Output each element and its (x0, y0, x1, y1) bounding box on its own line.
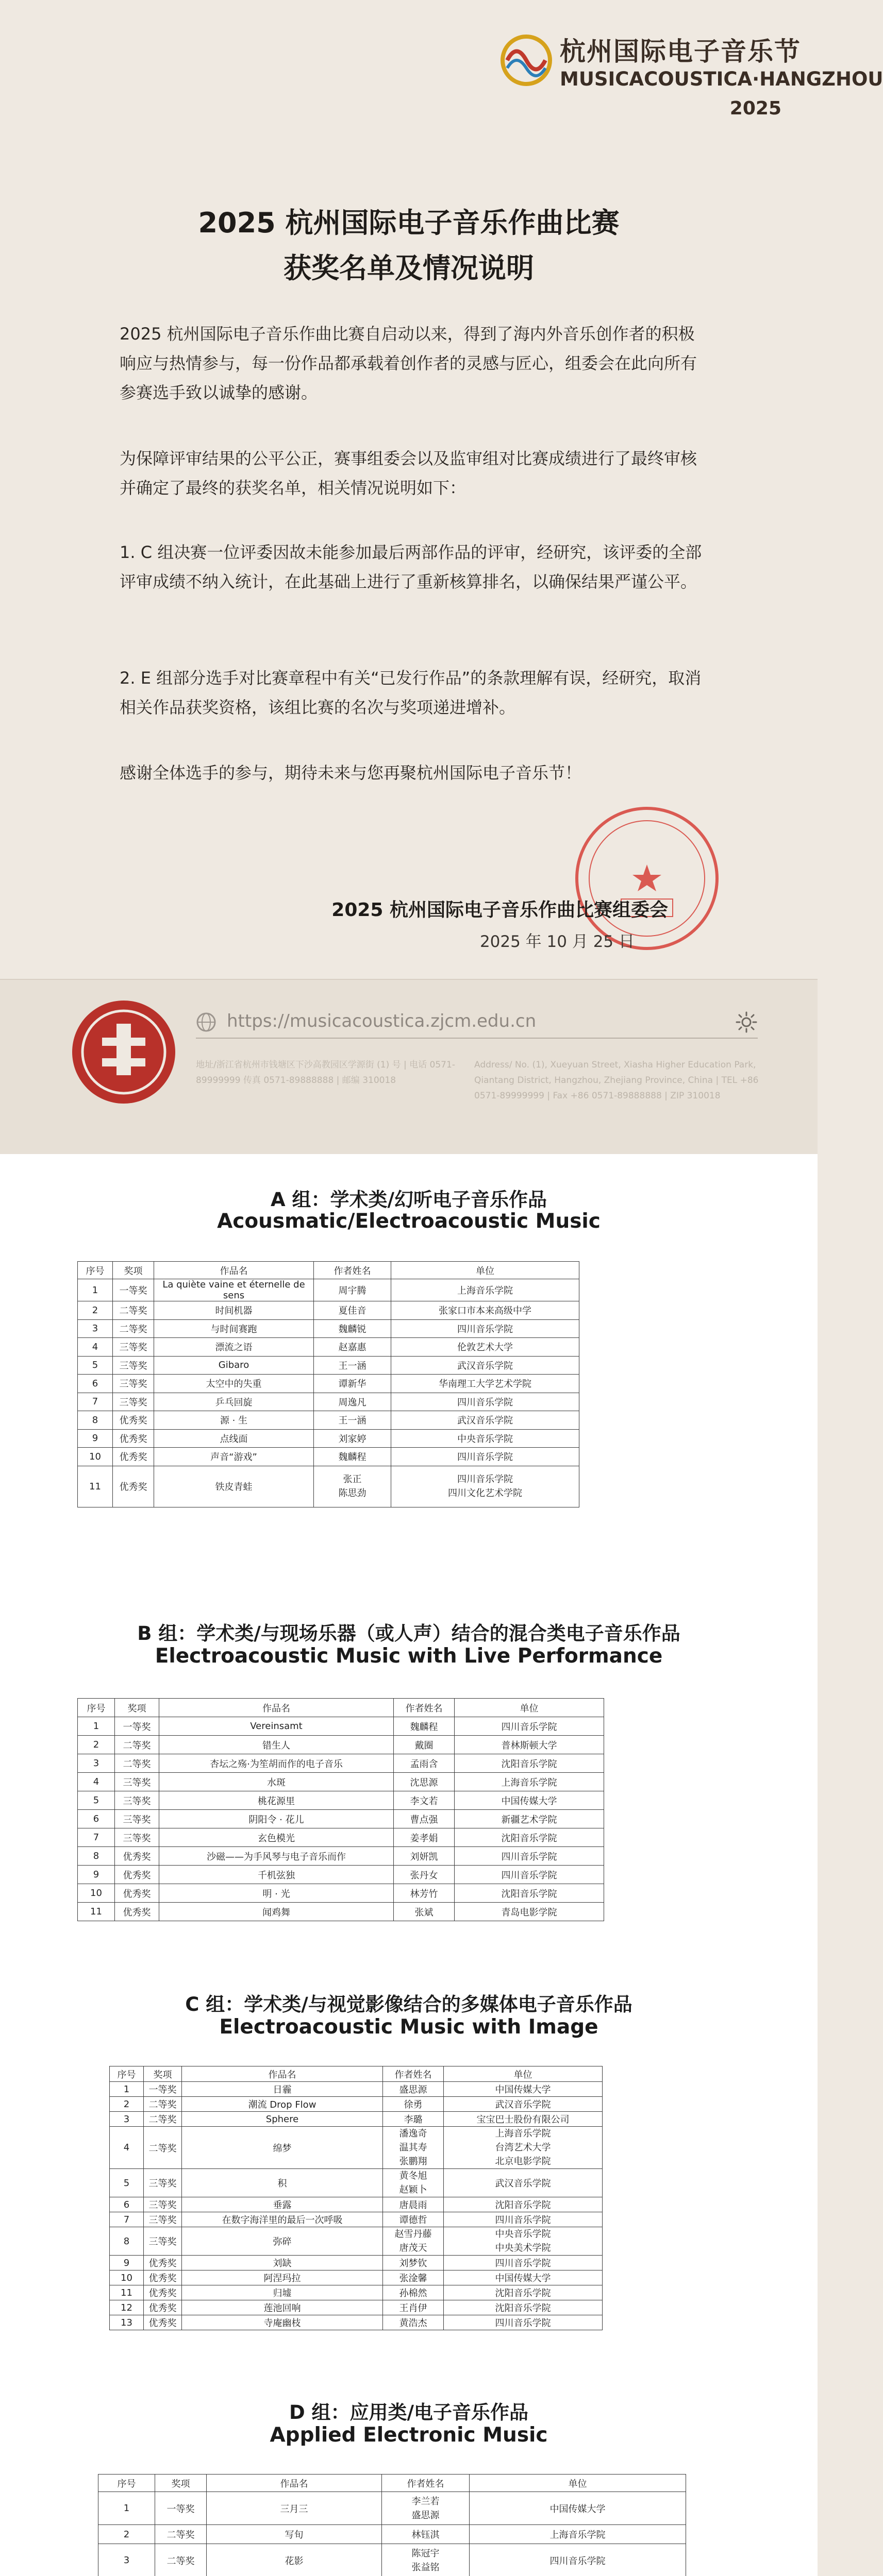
table-cell: 张丹女 (394, 1866, 455, 1884)
table-cell: 沈阳音乐学院 (455, 1754, 604, 1773)
table-cell: 四川音乐学院 (391, 1319, 579, 1338)
table-cell: 四川音乐学院 (470, 2544, 686, 2576)
table-cell: 王肖伊 (383, 2300, 444, 2315)
table-cell: 四川音乐学院 (455, 1717, 604, 1736)
table-cell: 7 (78, 1828, 115, 1847)
table-cell: 寺庵幽枝 (182, 2315, 383, 2330)
table-row (78, 1338, 579, 1357)
table-cell: 二等奖 (144, 2112, 182, 2127)
table-row (78, 1429, 579, 1448)
table-cell: 中国传媒大学 (444, 2270, 603, 2285)
group-title-cn: B 组：学术类/与现场乐器（或人声）结合的混合类电子音乐作品 (137, 1622, 680, 1645)
column-header: 单位 (470, 2475, 686, 2492)
table-cell: 张正 陈思劲 (314, 1466, 391, 1507)
table-cell: 1 (78, 1717, 115, 1736)
table-row (78, 1847, 604, 1866)
table-cell: 7 (110, 2212, 144, 2227)
table-cell: 花影 (207, 2544, 382, 2576)
table-cell: 二等奖 (155, 2525, 207, 2544)
table-row (110, 2212, 603, 2227)
table-cell: 四川音乐学院 (444, 2315, 603, 2330)
table-cell: 11 (78, 1466, 113, 1507)
table-cell: 垂露 (182, 2197, 383, 2212)
table-cell: 姜孝娟 (394, 1828, 455, 1847)
table-cell: 8 (78, 1411, 113, 1430)
column-header: 作品名 (154, 1262, 314, 1279)
table-cell: 三等奖 (115, 1791, 159, 1810)
table-cell: 刘妍凯 (394, 1847, 455, 1866)
table-cell: Sphere (182, 2112, 383, 2127)
table-cell: 一等奖 (113, 1279, 154, 1301)
table-cell: 写旬 (207, 2525, 382, 2544)
table-cell: 太空中的失重 (154, 1375, 314, 1393)
sun-icon (735, 1011, 758, 1033)
table-cell: 沈阳音乐学院 (444, 2197, 603, 2212)
table-cell: 二等奖 (144, 2127, 182, 2169)
table-cell: 魏麟程 (314, 1448, 391, 1466)
table-cell: 魏麟锐 (314, 1319, 391, 1338)
notice-footer (0, 979, 818, 1155)
table-cell: 四川音乐学院 (444, 2212, 603, 2227)
table-cell: 铁皮青蛙 (154, 1466, 314, 1507)
column-header: 单位 (444, 2066, 603, 2082)
table-cell: 5 (110, 2169, 144, 2197)
table-cell: 武汉音乐学院 (391, 1411, 579, 1430)
table-cell: 四川音乐学院 四川文化艺术学院 (391, 1466, 579, 1507)
table-cell: 5 (78, 1356, 113, 1375)
table-cell: 优秀奖 (113, 1411, 154, 1430)
table-cell: 三等奖 (115, 1828, 159, 1847)
table-cell: 3 (110, 2112, 144, 2127)
table-row (98, 2544, 686, 2576)
table-row (98, 2492, 686, 2525)
table-row (78, 1393, 579, 1411)
table-cell: 中国传媒大学 (455, 1791, 604, 1810)
table-cell: 三等奖 (144, 2227, 182, 2256)
table-cell: 潘逸奇 温其寿 张鹏翔 (383, 2127, 444, 2169)
table-cell: 1 (110, 2082, 144, 2097)
table-cell: 4 (78, 1338, 113, 1357)
table-row (110, 2112, 603, 2127)
table-row (110, 2300, 603, 2315)
notice-subtitle: 获奖名单及情况说明 (284, 252, 534, 284)
table-cell: 武汉音乐学院 (391, 1356, 579, 1375)
table-cell: 四川音乐学院 (391, 1393, 579, 1411)
table-row (78, 1356, 579, 1375)
table-row (110, 2197, 603, 2212)
table-cell: 中央音乐学院 中央美术学院 (444, 2227, 603, 2256)
table-cell: 三等奖 (115, 1773, 159, 1791)
table-cell: 10 (78, 1884, 115, 1903)
organizing-committee: 2025 杭州国际电子音乐作曲比赛组委会 (331, 900, 668, 921)
table-cell: 2 (98, 2525, 155, 2544)
table-cell: 普林斯顿大学 (455, 1736, 604, 1754)
notice-thanks: 感谢全体选手的参与，期待未来与您再聚杭州国际电子音乐节！ (120, 763, 582, 783)
table-cell: 新疆艺术学院 (455, 1810, 604, 1828)
table-row (78, 1773, 604, 1791)
award-table (77, 1698, 604, 1921)
table-row (110, 2169, 603, 2197)
table-cell: 10 (110, 2270, 144, 2285)
table-row (110, 2256, 603, 2270)
table-cell: 6 (78, 1375, 113, 1393)
table-cell: 3 (78, 1754, 115, 1773)
table-cell: 戴圈 (394, 1736, 455, 1754)
table-cell: 在数字海洋里的最后一次呼吸 (182, 2212, 383, 2227)
table-cell: 日霾 (182, 2082, 383, 2097)
table-cell: 陈冠宇 张益铭 (382, 2544, 470, 2576)
table-cell: 漂流之语 (154, 1338, 314, 1357)
table-cell: 四川音乐学院 (455, 1866, 604, 1884)
table-cell: 2 (78, 1301, 113, 1320)
table-cell: 三等奖 (115, 1810, 159, 1828)
table-cell: 优秀奖 (144, 2315, 182, 2330)
table-row (98, 2525, 686, 2544)
table-row (78, 1754, 604, 1773)
column-header: 作品名 (159, 1699, 394, 1717)
table-cell: 8 (110, 2227, 144, 2256)
group-title-en: Electroacoustic Music with Image (219, 2015, 598, 2039)
column-header: 奖项 (113, 1262, 154, 1279)
table-cell: 水斑 (159, 1773, 394, 1791)
table-cell: 9 (78, 1429, 113, 1448)
table-cell: 3 (78, 1319, 113, 1338)
table-cell: 9 (110, 2256, 144, 2270)
table-cell: 上海音乐学院 (455, 1773, 604, 1791)
table-cell: 一等奖 (144, 2082, 182, 2097)
table-row (110, 2285, 603, 2300)
table-cell: 10 (78, 1448, 113, 1466)
table-cell: 孟雨含 (394, 1754, 455, 1773)
column-header: 序号 (98, 2475, 155, 2492)
table-cell: 宝宝巴士股份有限公司 (444, 2112, 603, 2127)
address-en: Address/ No. (1), Xueyuan Street, Xiasha Higher Education Park, Qiantang District, Hangzhou, Zhejiang Province, China | TEL +86 0571-89999999 | Fax +86 0571-89888888 | ZIP 310018 (474, 1060, 759, 1101)
table-cell: 唐晨雨 (383, 2197, 444, 2212)
table-cell: 错生人 (159, 1736, 394, 1754)
table-cell: 1 (78, 1279, 113, 1301)
table-cell: 二等奖 (113, 1301, 154, 1320)
table-row (78, 1791, 604, 1810)
table-cell: 杏坛之殇·为笙胡而作的电子音乐 (159, 1754, 394, 1773)
table-cell: 点线面 (154, 1429, 314, 1448)
table-row (78, 1717, 604, 1736)
table-row (110, 2315, 603, 2330)
table-cell: 弥碎 (182, 2227, 383, 2256)
table-cell: 2 (78, 1736, 115, 1754)
table-cell: 上海音乐学院 (391, 1279, 579, 1301)
table-row (78, 1301, 579, 1320)
column-header: 序号 (78, 1262, 113, 1279)
festival-wave-icon (498, 32, 555, 89)
table-cell: 曹点强 (394, 1810, 455, 1828)
table-cell: 上海音乐学院 台湾艺术大学 北京电影学院 (444, 2127, 603, 2169)
table-row (78, 1448, 579, 1466)
table-cell: 阴阳令 · 花儿 (159, 1810, 394, 1828)
festival-name-cn: 杭州国际电子音乐节 (560, 37, 801, 66)
table-row (78, 1279, 579, 1301)
table-cell: 谭德哲 (383, 2212, 444, 2227)
table-cell: 四川音乐学院 (455, 1847, 604, 1866)
table-cell: 4 (110, 2127, 144, 2169)
website-url[interactable]: https://musicacoustica.zjcm.edu.cn (227, 1011, 537, 1031)
column-header: 序号 (78, 1699, 115, 1717)
table-cell: 沈阳音乐学院 (444, 2285, 603, 2300)
award-notice (0, 0, 883, 1154)
table-cell: 三等奖 (144, 2212, 182, 2227)
group-title-en: Electroacoustic Music with Live Performance (155, 1645, 663, 1668)
table-row (78, 1828, 604, 1847)
table-cell: 绵梦 (182, 2127, 383, 2169)
table-cell: 李璐 (383, 2112, 444, 2127)
table-cell: 张家口市本来高级中学 (391, 1301, 579, 1320)
table-cell: 刘家婷 (314, 1429, 391, 1448)
table-cell: 潮流 Drop Flow (182, 2097, 383, 2112)
table-cell: 沈思源 (394, 1773, 455, 1791)
group-title-cn: A 组：学术类/幻听电子音乐作品 (270, 1189, 547, 1211)
table-cell: 三等奖 (113, 1393, 154, 1411)
notice-title: 2025 杭州国际电子音乐作曲比赛 (198, 207, 620, 239)
table-cell: 2 (110, 2097, 144, 2112)
table-cell: 莲池回响 (182, 2300, 383, 2315)
table-cell: 上海音乐学院 (470, 2525, 686, 2544)
table-row (110, 2097, 603, 2112)
table-cell: Vereinsamt (159, 1717, 394, 1736)
table-cell: 8 (78, 1847, 115, 1866)
table-cell: 优秀奖 (113, 1466, 154, 1507)
table-cell: 闻鸡舞 (159, 1903, 394, 1921)
table-row (78, 1319, 579, 1338)
table-cell: 阿涅玛拉 (182, 2270, 383, 2285)
column-header: 序号 (110, 2066, 144, 2082)
table-row (110, 2127, 603, 2169)
table-cell: 谭新华 (314, 1375, 391, 1393)
table-cell: 9 (78, 1866, 115, 1884)
table-cell: 刘缺 (182, 2256, 383, 2270)
festival-logo (498, 21, 883, 139)
table-row (78, 1736, 604, 1754)
column-header: 作者姓名 (382, 2475, 470, 2492)
table-cell: 三等奖 (144, 2197, 182, 2212)
table-row (78, 1866, 604, 1884)
table-cell: 黄浩杰 (383, 2315, 444, 2330)
table-cell: 源 · 生 (154, 1411, 314, 1430)
group-title-cn: C 组：学术类/与视觉影像结合的多媒体电子音乐作品 (185, 1993, 632, 2015)
table-cell: 优秀奖 (144, 2270, 182, 2285)
table-row (78, 1411, 579, 1430)
table-cell: 中国传媒大学 (470, 2492, 686, 2525)
table-cell: 三等奖 (113, 1338, 154, 1357)
table-cell: 积 (182, 2169, 383, 2197)
group-title-en: Acousmatic/Electroacoustic Music (217, 1210, 601, 1233)
table-cell: 中国传媒大学 (444, 2082, 603, 2097)
table-cell: 沈阳音乐学院 (455, 1884, 604, 1903)
globe-icon (196, 1012, 216, 1032)
table-row (78, 1466, 579, 1507)
table-cell: 二等奖 (144, 2097, 182, 2112)
table-cell: 盛思源 (383, 2082, 444, 2097)
table-cell: 13 (110, 2315, 144, 2330)
table-cell: 明 · 光 (159, 1884, 394, 1903)
website-url-bar[interactable] (196, 1006, 758, 1039)
table-cell: 二等奖 (115, 1736, 159, 1754)
table-cell: 王一涵 (314, 1356, 391, 1375)
table-cell: 3 (98, 2544, 155, 2576)
table-cell: 赵嘉惠 (314, 1338, 391, 1357)
table-cell: 三等奖 (113, 1375, 154, 1393)
table-cell: 与时间赛跑 (154, 1319, 314, 1338)
table-cell: La quiète vaine et éternelle de sens (154, 1279, 314, 1301)
award-table (109, 2066, 603, 2330)
table-cell: 沙磁——为手风琴与电子音乐而作 (159, 1847, 394, 1866)
table-cell: 伦敦艺术大学 (391, 1338, 579, 1357)
table-cell: 四川音乐学院 (391, 1448, 579, 1466)
notice-intro-paragraph: 2025 杭州国际电子音乐作曲比赛自启动以来，得到了海内外音乐创作者的积极响应与热情参与，每一份作品都承载着创作者的灵感与匠心，组委会在此向所有参赛选手致以诚挚的感谢。 (120, 324, 697, 402)
table-cell: 林芳竹 (394, 1884, 455, 1903)
table-cell: 黄冬旭 赵颖卜 (383, 2169, 444, 2197)
table-row (110, 2082, 603, 2097)
table-cell: 三等奖 (144, 2169, 182, 2197)
table-cell: 张斌 (394, 1903, 455, 1921)
address-cn: 地址/浙江省杭州市钱塘区下沙高教园区学源街 (1) 号 | 电话 0571-89999999 传真 0571-89888888 | 邮编 310018 (196, 1060, 455, 1086)
table-cell: 武汉音乐学院 (444, 2097, 603, 2112)
column-header: 作者姓名 (383, 2066, 444, 2082)
column-header: 单位 (455, 1699, 604, 1717)
table-cell: 林钰淇 (382, 2525, 470, 2544)
table-cell: 优秀奖 (113, 1448, 154, 1466)
table-cell: 乒乓回旋 (154, 1393, 314, 1411)
table-row (78, 1903, 604, 1921)
table-cell: 玄色模光 (159, 1828, 394, 1847)
table-cell: 魏麟程 (394, 1717, 455, 1736)
table-cell: 周宇腾 (314, 1279, 391, 1301)
table-cell: 中央音乐学院 (391, 1429, 579, 1448)
table-cell: 孙棉然 (383, 2285, 444, 2300)
table-cell: 沈阳音乐学院 (444, 2300, 603, 2315)
table-row (78, 1884, 604, 1903)
table-cell: 二等奖 (113, 1319, 154, 1338)
table-row (78, 1375, 579, 1393)
award-table (77, 1261, 579, 1507)
table-cell: Gibaro (154, 1356, 314, 1375)
table-cell: 声音“游戏” (154, 1448, 314, 1466)
table-cell: 三等奖 (113, 1356, 154, 1375)
table-cell: 5 (78, 1791, 115, 1810)
table-cell: 优秀奖 (113, 1429, 154, 1448)
table-cell: 桃花源里 (159, 1791, 394, 1810)
table-cell: 优秀奖 (115, 1884, 159, 1903)
table-cell: 一等奖 (115, 1717, 159, 1736)
notice-item-1: 1. C 组决赛一位评委因故未能参加最后两部作品的评审，经研究，该评委的全部评审成绩不纳入统计，在此基础上进行了重新核算排名，以确保结果严谨公平。 (120, 543, 702, 591)
table-cell: 王一涵 (314, 1411, 391, 1430)
table-cell: 张淦馨 (383, 2270, 444, 2285)
table-cell: 二等奖 (115, 1754, 159, 1773)
table-cell: 归墟 (182, 2285, 383, 2300)
table-cell: 7 (78, 1393, 113, 1411)
column-header: 作品名 (182, 2066, 383, 2082)
award-lists (0, 1154, 818, 2576)
table-cell: 4 (78, 1773, 115, 1791)
festival-year: 2025 (729, 98, 781, 119)
table-cell: 时间机器 (154, 1301, 314, 1320)
table-cell: 武汉音乐学院 (444, 2169, 603, 2197)
table-cell: 四川音乐学院 (444, 2256, 603, 2270)
table-cell: 千机弦独 (159, 1866, 394, 1884)
group-title-cn: D 组：应用类/电子音乐作品 (289, 2401, 529, 2424)
table-cell: 三月三 (207, 2492, 382, 2525)
issue-date: 2025 年 10 月 25 日 (479, 933, 635, 951)
table-cell: 6 (78, 1810, 115, 1828)
table-cell: 优秀奖 (144, 2256, 182, 2270)
award-table (98, 2474, 686, 2576)
table-cell: 优秀奖 (115, 1847, 159, 1866)
column-header: 奖项 (144, 2066, 182, 2082)
table-cell: 一等奖 (155, 2492, 207, 2525)
table-cell: 刘梦钦 (383, 2256, 444, 2270)
table-cell: 1 (98, 2492, 155, 2525)
notice-item-2: 2. E 组部分选手对比赛章程中有关“已发行作品”的条款理解有误，经研究，取消相关作品获奖资格，该组比赛的名次与奖项递进增补。 (120, 668, 702, 717)
table-cell: 徐勇 (383, 2097, 444, 2112)
table-cell: 优秀奖 (115, 1866, 159, 1884)
table-row (110, 2227, 603, 2256)
column-header: 奖项 (115, 1699, 159, 1717)
column-header: 作者姓名 (314, 1262, 391, 1279)
table-cell: 11 (78, 1903, 115, 1921)
table-cell: 华南理工大学艺术学院 (391, 1375, 579, 1393)
table-cell: 赵雪丹藤 唐茂天 (383, 2227, 444, 2256)
column-header: 奖项 (155, 2475, 207, 2492)
table-cell: 11 (110, 2285, 144, 2300)
festival-name-en: MUSICACOUSTICA·HANGZHOU (560, 68, 883, 90)
table-cell: 青岛电影学院 (455, 1903, 604, 1921)
group-title-en: Applied Electronic Music (270, 2424, 548, 2447)
table-cell: 夏佳音 (314, 1301, 391, 1320)
column-header: 作者姓名 (394, 1699, 455, 1717)
table-cell: 优秀奖 (144, 2285, 182, 2300)
table-row (110, 2270, 603, 2285)
table-row (78, 1810, 604, 1828)
table-cell: 沈阳音乐学院 (455, 1828, 604, 1847)
table-cell: 李兰若 盛思源 (382, 2492, 470, 2525)
table-cell: 周逸凡 (314, 1393, 391, 1411)
school-emblem-icon (67, 995, 180, 1109)
column-header: 作品名 (207, 2475, 382, 2492)
notice-fairness-paragraph: 为保障评审结果的公平公正，赛事组委会以及监审组对比赛成绩进行了最终审核并确定了最终的获奖名单，相关情况说明如下： (120, 449, 697, 498)
table-cell: 6 (110, 2197, 144, 2212)
table-cell: 12 (110, 2300, 144, 2315)
table-cell: 李文若 (394, 1791, 455, 1810)
table-cell: 优秀奖 (115, 1903, 159, 1921)
table-cell: 二等奖 (155, 2544, 207, 2576)
column-header: 单位 (391, 1262, 579, 1279)
table-cell: 优秀奖 (144, 2300, 182, 2315)
